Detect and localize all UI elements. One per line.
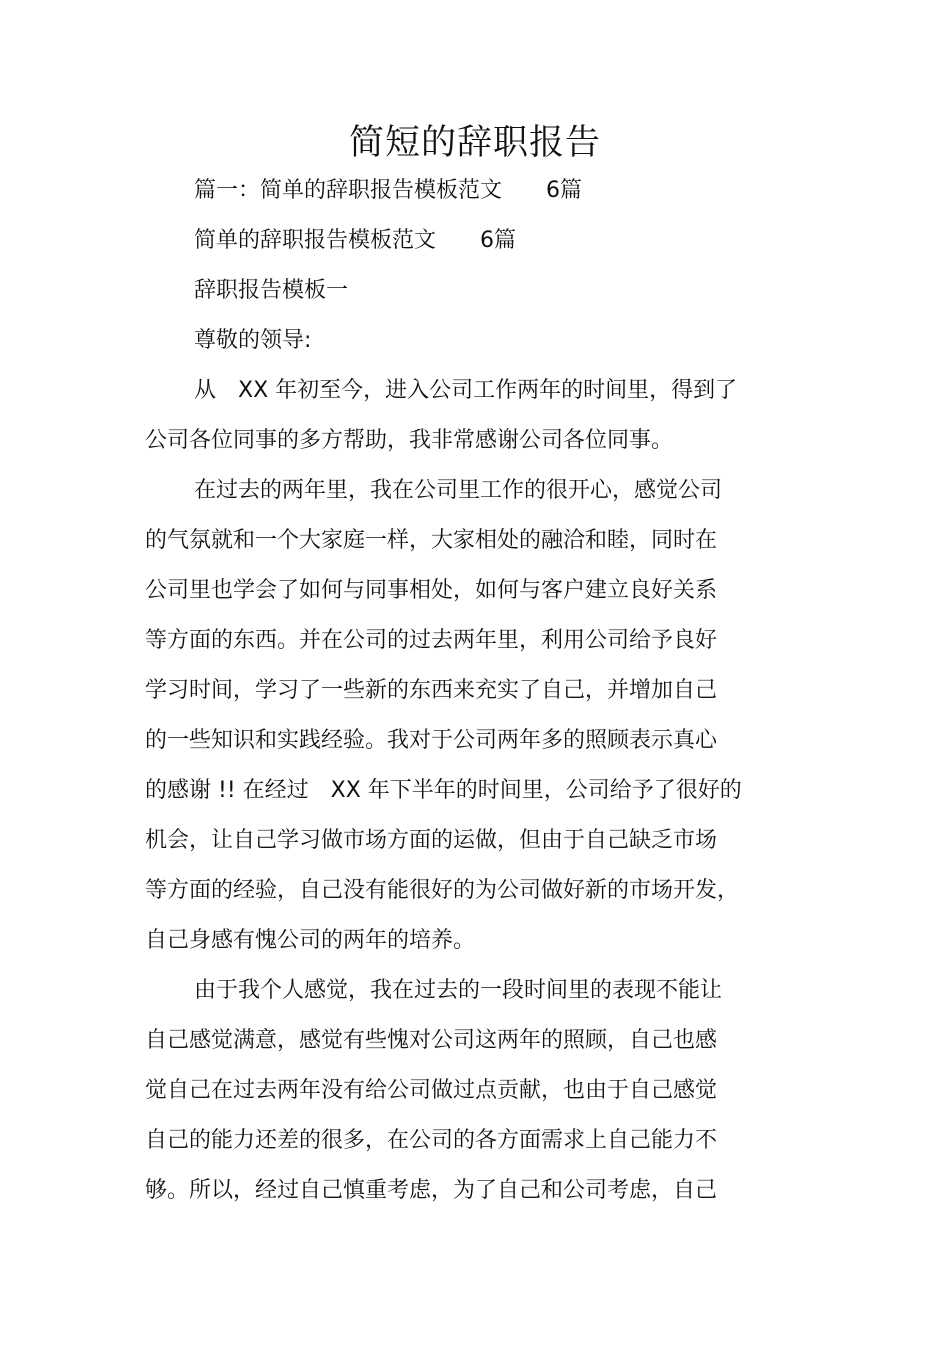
text-line: 简单的辞职报告模板范文 6篇 <box>194 228 516 253</box>
text-line: 等方面的东西。并在公司的过去两年里，利用公司给予良好 <box>145 628 718 653</box>
document-title: 简短的辞职报告 <box>348 123 601 163</box>
text-line: 自己的能力还差的很多，在公司的各方面需求上自己能力不 <box>145 1128 718 1153</box>
text-line: 的一些知识和实践经验。我对于公司两年多的照顾表示真心 <box>145 728 718 753</box>
text-line: 辞职报告模板一 <box>194 278 349 303</box>
text-line: 够。所以，经过自己慎重考虑，为了自己和公司考虑，自己 <box>145 1178 718 1203</box>
text-line: 自己身感有愧公司的两年的培养。 <box>145 928 476 953</box>
text-line: 篇一：简单的辞职报告模板范文 6篇 <box>194 178 582 203</box>
text-line: 公司里也学会了如何与同事相处，如何与客户建立良好关系 <box>145 578 718 603</box>
text-line: 的感谢 !! 在经过 XX 年下半年的时间里，公司给予了很好的 <box>145 778 742 803</box>
text-line: 觉自己在过去两年没有给公司做过点贡献，也由于自己感觉 <box>145 1078 718 1103</box>
text-line: 机会，让自己学习做市场方面的运做，但由于自己缺乏市场 <box>145 828 718 853</box>
text-line: 自己感觉满意，感觉有些愧对公司这两年的照顾，自己也感 <box>145 1028 718 1053</box>
text-line: 学习时间，学习了一些新的东西来充实了自己，并增加自己 <box>145 678 718 703</box>
text-line: 公司各位同事的多方帮助，我非常感谢公司各位同事。 <box>145 428 674 453</box>
text-line: 的气氛就和一个大家庭一样，大家相处的融洽和睦，同时在 <box>145 528 718 553</box>
text-line: 在过去的两年里，我在公司里工作的很开心，感觉公司 <box>194 478 723 503</box>
text-line: 从 XX 年初至今，进入公司工作两年的时间里，得到了 <box>194 378 738 403</box>
text-line: 尊敬的领导: <box>194 328 312 353</box>
text-line: 等方面的经验，自己没有能很好的为公司做好新的市场开发， <box>145 878 740 903</box>
text-line: 由于我个人感觉，我在过去的一段时间里的表现不能让 <box>194 978 723 1003</box>
